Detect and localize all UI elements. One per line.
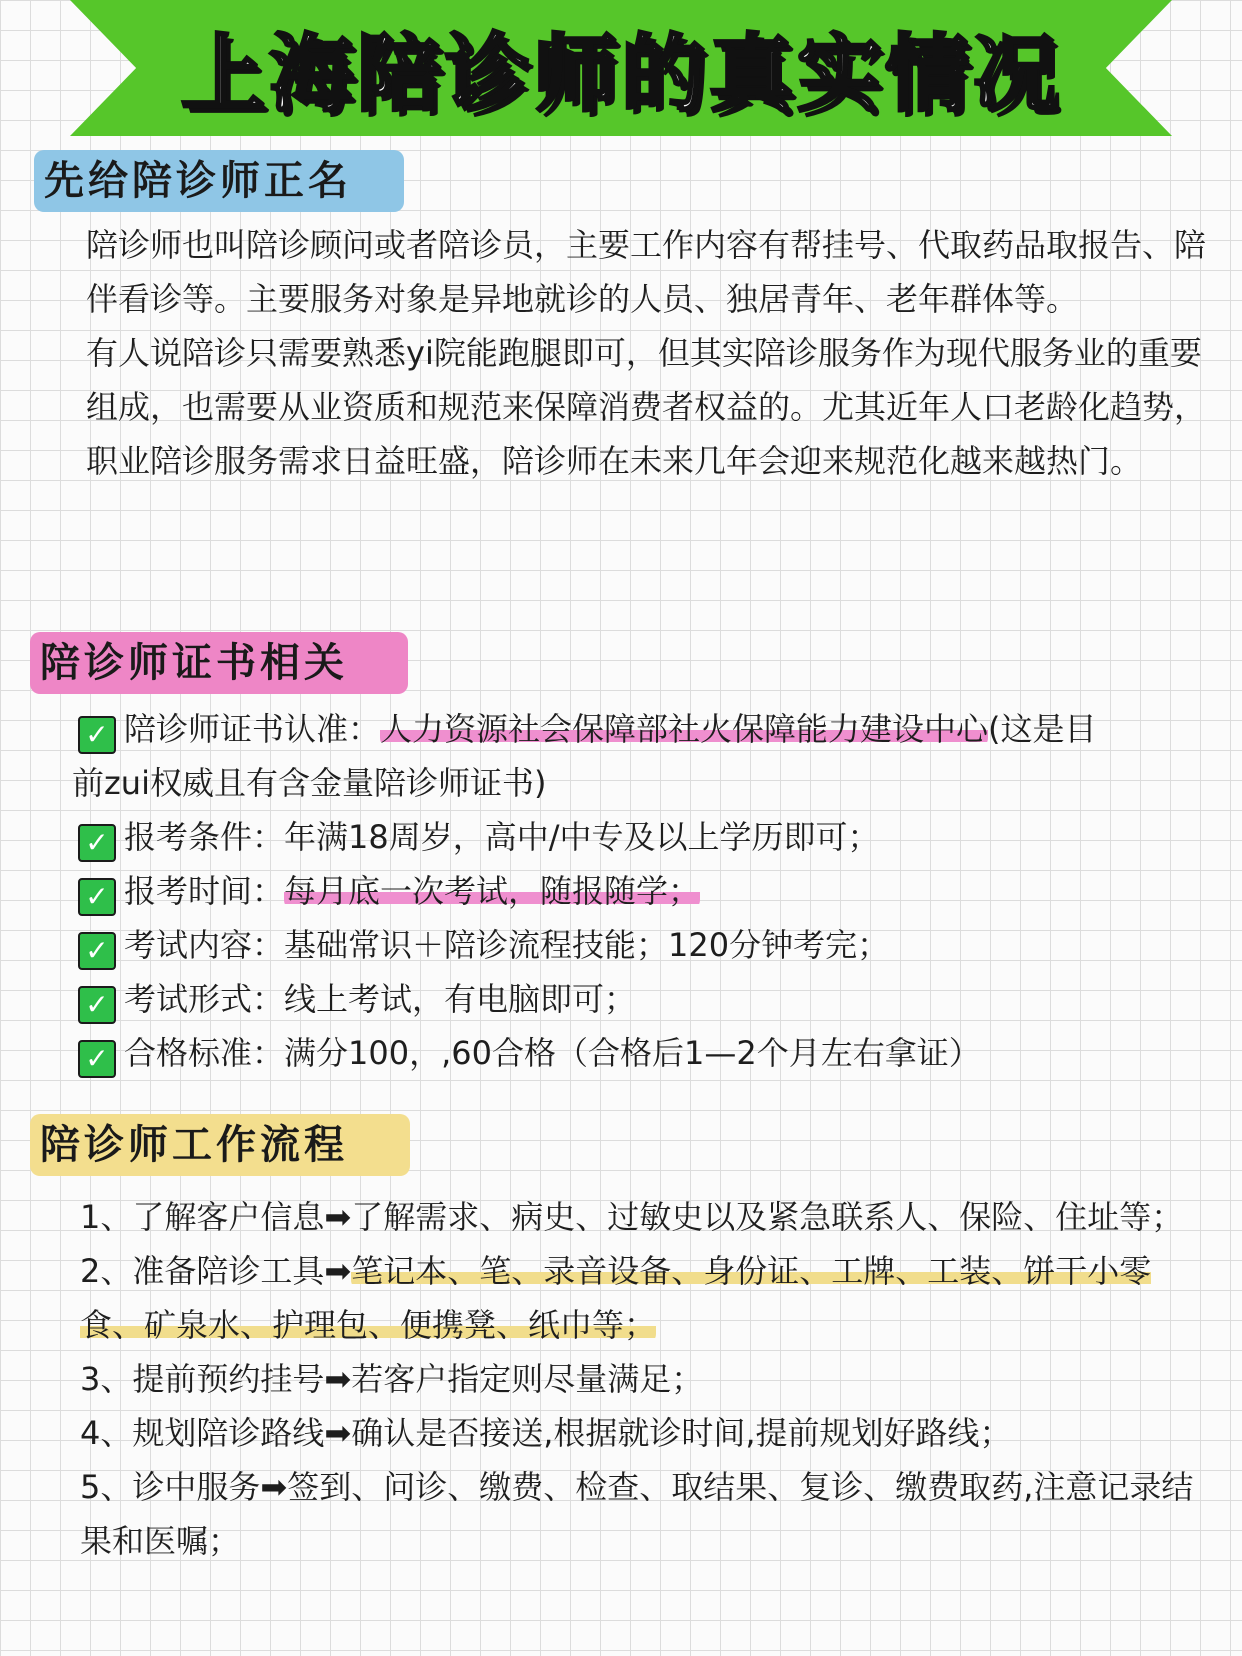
checkmark-icon: ✓ [78,986,116,1024]
item-text: 基础常识＋陪诊流程技能；120分钟考完； [284,926,890,964]
highlighted-text: 笔记本、笔、录音设备、身份证、工牌、工装、饼干小零食、矿泉水、护理包、便携凳、纸巾等； [80,1252,1152,1344]
list-item [78,972,1198,1026]
step-title: 2、准备陪诊工具 [80,1252,325,1290]
checkmark-icon: ✓ [78,1040,116,1078]
list-item [78,1026,1198,1080]
intro-text [86,218,1216,488]
list-item [80,1352,1210,1406]
item-label: 合格标准： [124,1034,285,1072]
checkmark-icon: ✓ [78,716,116,754]
item-label: 考试形式： [124,980,285,1018]
step-text: 了解需求、病史、过敏史以及紧急联系人、保险、住址等； [351,1198,1184,1236]
step-text: 确认是否接送,根据就诊时间,提前规划好路线； [351,1414,1012,1452]
section-tag-certificate: 陪诊师证书相关 [30,632,408,694]
step-text: 签到、问诊、缴费、检查、取结果、复诊、缴费取药,注意记录结果和医嘱； [80,1468,1194,1560]
step-text: 若客户指定则尽量满足； [351,1360,704,1398]
highlighted-text: 每月底一次考试，随报随学； [284,872,701,910]
step-title: 4、规划陪诊路线 [80,1414,325,1452]
list-item [80,1406,1210,1460]
list-item [78,864,1198,918]
item-label: 报考条件： [124,818,285,856]
step-title: 1、了解客户信息 [80,1198,325,1236]
item-text: 线上考试，有电脑即可； [284,980,637,1018]
arrow-icon: ➡ [260,1468,288,1506]
list-item [80,1190,1210,1244]
checkmark-icon: ✓ [78,878,116,916]
list-item [78,702,1198,756]
arrow-icon: ➡ [324,1360,352,1398]
item-label: 考试内容： [124,926,285,964]
checkmark-icon: ✓ [78,824,116,862]
list-item-continuation: 前zui权威且有含金量陪诊师证书) [72,764,547,802]
item-label: 报考时间： [124,872,285,910]
intro-paragraph: 陪诊师也叫陪诊顾问或者陪诊员，主要工作内容有帮挂号、代取药品取报告、陪伴看诊等。主要服务对象是异地就诊的人员、独居青年、老年群体等。 [86,226,1207,318]
step-title: 3、提前预约挂号 [80,1360,325,1398]
section-tag-intro: 先给陪诊师正名 [34,150,404,212]
item-label: 陪诊师证书认准： [124,710,381,748]
arrow-icon: ➡ [324,1414,352,1452]
workflow-list [80,1190,1210,1568]
item-text: 年满18周岁，高中/中专及以上学历即可； [284,818,880,856]
arrow-icon: ➡ [324,1198,352,1236]
arrow-icon: ➡ [324,1252,352,1290]
item-text: (这是目 [988,710,1097,748]
list-item [78,810,1198,864]
section-tag-workflow: 陪诊师工作流程 [30,1114,410,1176]
list-item [80,1244,1210,1352]
checkmark-icon: ✓ [78,932,116,970]
step-title: 5、诊中服务 [80,1468,261,1506]
list-item [78,918,1198,972]
item-text: 满分100，,60合格（合格后1—2个月左右拿证） [284,1034,981,1072]
page-title: 上海陪诊师的真实情况 [180,25,1061,123]
certificate-list [72,702,1198,1080]
intro-paragraph: 有人说陪诊只需要熟悉yi院能跑腿即可，但其实陪诊服务作为现代服务业的重要组成，也需要从业资质和规范来保障消费者权益的。尤其近年人口老龄化趋势，职业陪诊服务需求日益旺盛，陪诊师在未来几年会迎来规范化越来越热门。 [86,334,1207,480]
list-item [80,1460,1210,1568]
highlighted-text: 人力资源社会保障部社火保障能力建设中心 [380,710,989,748]
